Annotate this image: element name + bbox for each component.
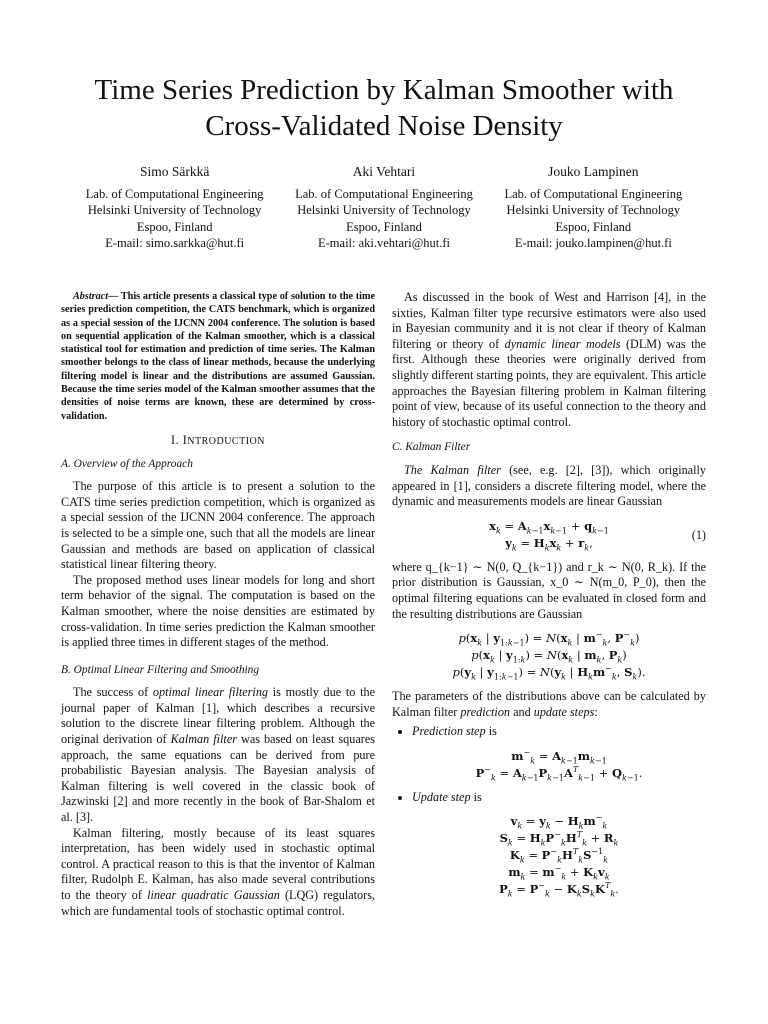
author-1 (70, 164, 279, 252)
equation-prediction: $m^-_k = A_{k-1}m_{k-1}$ $P^-_k = A_{k-1}P_{k-1}A^T_{k-1} + Q_{k-1}$. (475, 748, 643, 783)
abstract (61, 290, 375, 423)
list-item: • Update step is $v_k = y_k - H_km^-_k$ $S_k = H_kP^-_kH^T_k + R_k$ $K_k = P^-_kH^T_kS^{-1}_k$ $m_k = m^-_k + K_kv_k$ $P_k = P^-_k - K_kS_kK^T_k$. (412, 790, 706, 899)
author-name: Jouko Lampinen (548, 164, 639, 179)
abstract-label: Abstract (73, 291, 109, 302)
paragraph: As discussed in the book of West and Harrison [4], in the sixties, Kalman filter type recursive estimators were also used in Bayesian community and it is not clear if theory of Kalman filtering or theory of dynamic linear models (DLM) was the first. Although these theories were originally derived from slightly different starting points, they are equivalent. This article approaches the Bayesian filtering problem in Kalman filtering point of view, because of its useful connection to the theory and history of stochastic optimal control. (392, 290, 706, 429)
equation-number: (1) (691, 527, 706, 542)
paragraph: The success of optimal linear filtering is mostly due to the journal paper of Kalman [1], which describes a recursive solution to the discrete linear filtering problem. Although the original derivation of Kalman filter was based on least squares approach, the same equations can be derived from pure probabilistic Bayesian analysis. The Bayesian analysis of Kalman filtering is well covered in the classic book of Jazwinski [2] and more recently in the book of Bar-Shalom et al. [3]. (61, 685, 376, 825)
paragraph: The Kalman filter (see, e.g. [2], [3]), which originally appeared in [1], considers a discrete filtering model, where the dynamic and measurements models are linear Gaussian (392, 462, 707, 509)
subsection-heading-overview: A. Overview of the Approach (61, 457, 193, 470)
author-2 (279, 164, 488, 252)
equation-update: $v_k = y_k - H_km^-_k$ $S_k = H_kP^-_kH^T_k + R_k$ $K_k = P^-_kH^T_kS^{-1}_k$ $m_k = m^-_k + K_kv_k$ $P_k = P^-_k - K_kS_kK^T_k$. (499, 813, 619, 899)
author-university: Helsinki University of Technology (506, 203, 681, 217)
paragraph: where q_{k−1} ∼ N(0, Q_{k−1}) and r_k ∼ N(0, R_k). If the prior distribution is Gaussian, x_0 ∼ N(m_0, P_0), then the optimal filtering equations can be evaluated in closed form and the resulting distributions are Gaussian (392, 559, 706, 621)
author-city: Espoo, Finland (136, 219, 213, 234)
author-city: Espoo, Finland (555, 219, 632, 234)
author-block (70, 164, 698, 252)
subsection-heading-kalman-filter: C. Kalman Filter (392, 441, 471, 454)
author-university: Helsinki University of Technology (297, 203, 471, 217)
list-item: • Prediction step is $m^-_k = A_{k-1}m_{k-1}$ $P^-_k = A_{k-1}P_{k-1}A^T_{k-1} + Q_{k-1}$. (412, 724, 706, 782)
equation-1: $x_k = A_{k-1}x_{k-1} + q_{k-1}$ $y_k = H_kx_k + r_k$, (1) (489, 518, 706, 553)
paragraph: Kalman filtering, mostly because of its least squares interpretation, has been widely used in stochastic optimal control. A practical reason to this is that the inventor of Kalman filter, Rudolph E. Kalman, has also made several contributions to the theory of linear quadratic Gaussian (LQG) regulators, which are fundamental tools of stochastic optimal control. (61, 825, 375, 918)
author-affiliation: Lab. of Computational Engineering (504, 186, 683, 201)
author-affiliation: Lab. of Computational Engineering (85, 186, 264, 201)
author-3 (489, 164, 698, 252)
subsection-heading-optimal-filtering: B. Optimal Linear Filtering and Smoothing (61, 663, 260, 676)
title-line-1: Time Series Prediction by Kalman Smoother with (94, 74, 674, 106)
author-email: E-mail: simo.sarkka@hut.fi (105, 236, 245, 250)
author-university: Helsinki University of Technology (87, 203, 262, 217)
abstract-text: — This article presents a classical type of solution to the time series prediction competition, the CATS benchmark, which is organized as a special session of the IJCNN 2004 conference. The solution is based on sequential application of the Kalman smoother, which is a classical statistical tool for estimation and prediction of time series. The Kalman smoother belongs to the class of linear methods, because the underlying filtering model is linear and the distributions are assumed Gaussian. Because the time series model of the Kalman smoother assumes that the densities of noise terms are known, these are determined by cross-validation. (61, 291, 375, 422)
section-heading-introduction: I. INTRODUCTION (171, 432, 265, 447)
paragraph: The proposed method uses linear models for long and short term behavior of the signal. The computation is based on the Kalman smoother, where the noise densities are estimated by cross-validation. In time series prediction the Kalman smoother is applied three times in different stages of the method. (61, 572, 375, 650)
author-email: E-mail: jouko.lampinen@hut.fi (514, 236, 672, 250)
paper-title (40, 72, 728, 144)
bullet-list (392, 724, 706, 898)
paragraph: The purpose of this article is to present a solution to the CATS time series prediction competition, which is organized as a special session of the IJCNN 2004 conference. The approach is selected to be a simple one, such that all the models are linear Gaussian and methods are based on application of classical statistical linear filtering theory. (61, 479, 375, 572)
author-name: Aki Vehtari (352, 164, 416, 179)
left-column (61, 290, 375, 919)
author-affiliation: Lab. of Computational Engineering (295, 186, 473, 201)
title-line-2: Cross-Validated Noise Density (205, 110, 563, 142)
author-city: Espoo, Finland (346, 219, 422, 234)
right-column (392, 290, 706, 906)
equation-distributions: $p(x_k$ | $y_{1:k-1}) = N(x_k$ | $m^-_k$, $P^-_k$) $p(x_k$ | $y_{1:k}) = N(x_k$ | $m_k$, $P_k$) $p(y_k$ | $y_{1:k-1}) = N(y_k$ | $H_km^-_k$, $S_k$). (452, 630, 646, 682)
author-email: E-mail: aki.vehtari@hut.fi (318, 236, 450, 250)
paragraph: The parameters of the distributions above can be calculated by Kalman filter prediction and update steps: (392, 689, 706, 719)
author-name: Simo Särkkä (139, 164, 210, 179)
